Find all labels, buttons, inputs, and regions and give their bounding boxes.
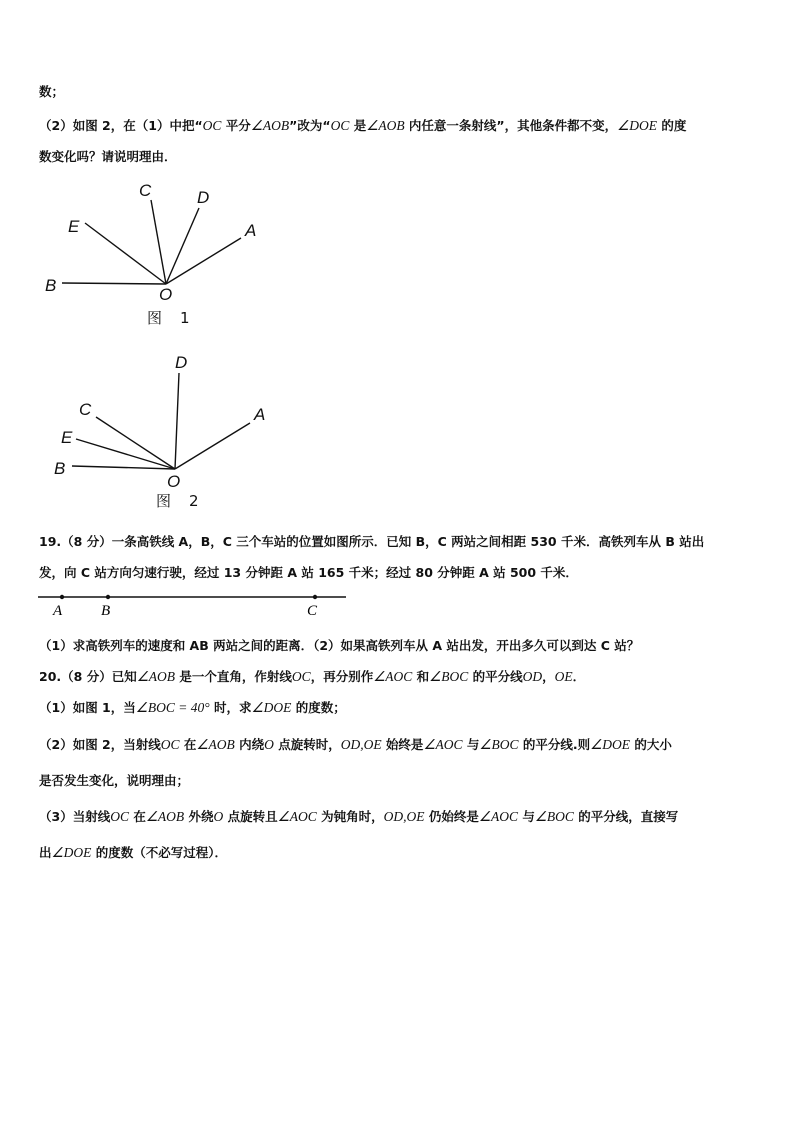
q20-line-1: 20.（8 分）已知∠AOB 是一个直角，作射线OC，再分别作∠AOC 和∠BOC 的平分线OD，OE． bbox=[39, 669, 586, 684]
fig1-caption-b: 1 bbox=[180, 309, 190, 327]
fig2-label-e: E bbox=[61, 428, 73, 447]
q19-line-1: 19.（8 分）一条高铁线 A，B，C 三个车站的位置如图所示．已知 B，C 两站之间相距 530 千米．高铁列车从 B 站出 bbox=[39, 534, 705, 549]
fig2-caption-b: 2 bbox=[189, 492, 199, 510]
fig1-label-a: A bbox=[245, 221, 257, 240]
station-c-dot bbox=[313, 595, 317, 599]
station-b-dot bbox=[106, 595, 110, 599]
q19-line-2: 发，向 C 站方向匀速行驶，经过 13 分钟距 A 站 165 千米；经过 80 分钟距 A 站 500 千米． bbox=[39, 565, 578, 580]
fig1-label-e: E bbox=[68, 217, 80, 236]
q20-part3-line-2: 出∠DOE 的度数（不必写过程）． bbox=[39, 845, 227, 860]
fig2-label-a: A bbox=[254, 405, 266, 424]
q20-part1: （1）如图 1，当∠BOC = 40° 时，求∠DOE 的度数； bbox=[39, 700, 346, 715]
q18-line-0: 数； bbox=[39, 84, 65, 99]
fig2-caption-a: 图 bbox=[156, 492, 172, 510]
q20-part2-line-2: 是否发生变化，说明理由； bbox=[39, 773, 190, 788]
fig2-label-b: B bbox=[54, 459, 66, 478]
q20-part3-line-1: （3）当射线OC 在∠AOB 外绕O 点旋转且∠AOC 为钝角时，OD,OE 仍始终是∠AOC 与∠BOC 的平分线，直接写 bbox=[39, 809, 679, 824]
fig2-label-c: C bbox=[79, 400, 92, 419]
q19-questions: （1）求高铁列车的速度和 AB 两站之间的距离．（2）如果高铁列车从 A 站出发，开出多久可以到达 C 站？ bbox=[39, 638, 640, 653]
station-b-label: B bbox=[101, 603, 111, 619]
fig1-caption-a: 图 bbox=[147, 309, 163, 327]
q20-part2-line-1: （2）如图 2，当射线OC 在∠AOB 内绕O 点旋转时，OD,OE 始终是∠AOC 与∠BOC 的平分线.则∠DOE 的大小 bbox=[39, 737, 672, 752]
station-c-label: C bbox=[307, 603, 318, 619]
q18-part2-line-2: 数变化吗？请说明理由． bbox=[39, 149, 177, 164]
fig1-label-b: B bbox=[45, 276, 57, 295]
fig1-label-d: D bbox=[197, 188, 210, 207]
fig1-label-c: C bbox=[139, 181, 152, 200]
q18-part2-line-1: （2）如图 2，在（1）中把“OC 平分∠AOB”改为“OC 是∠AOB 内任意一条射线”，其他条件都不变，∠DOE 的度 bbox=[39, 118, 687, 133]
station-a-dot bbox=[60, 595, 64, 599]
fig2-label-d: D bbox=[175, 353, 188, 372]
fig2-label-o: O bbox=[167, 472, 181, 491]
station-a-label: A bbox=[53, 603, 63, 619]
fig1-label-o: O bbox=[159, 285, 173, 304]
